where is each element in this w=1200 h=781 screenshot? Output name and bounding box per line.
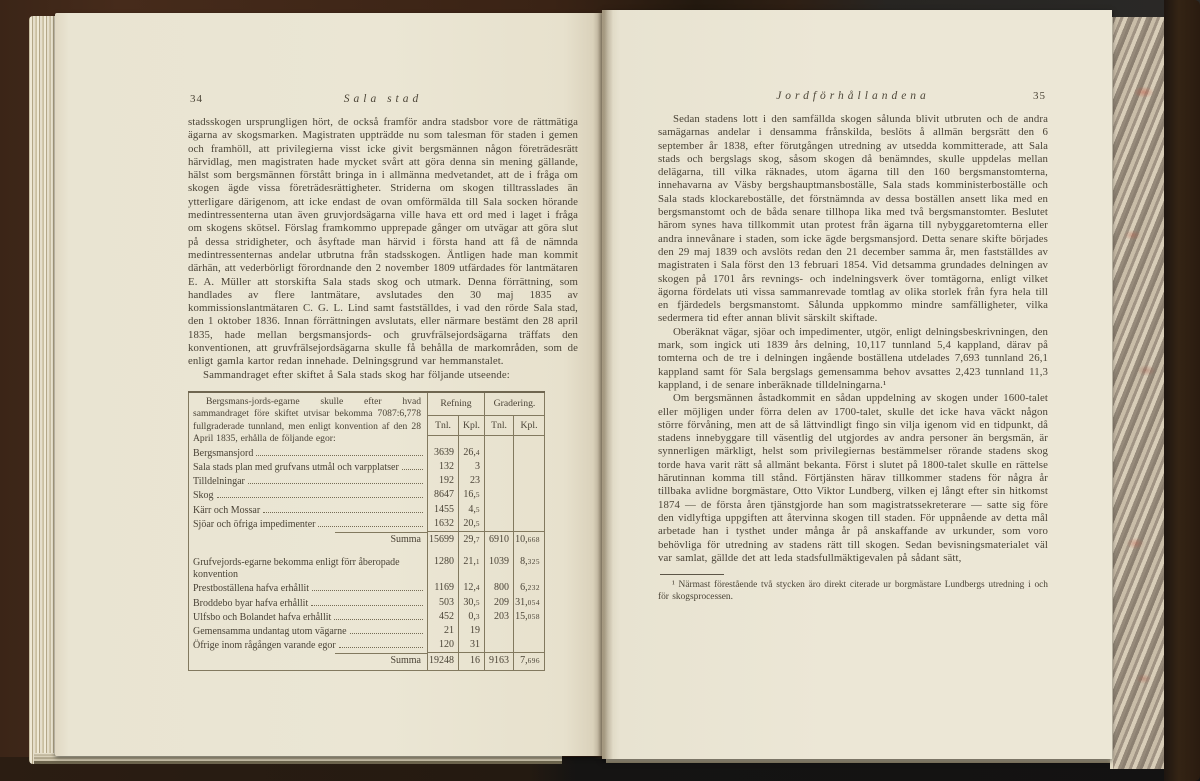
cell: 29,7 [459,532,485,549]
row-label: Ulfsbo och Bolandet hafva erhållit [193,611,332,623]
cell: 3 [459,461,485,475]
cell: 800 [485,582,514,596]
cell [485,447,514,461]
cell: 15,058 [514,611,545,625]
cell [514,461,545,475]
table-row [189,597,545,611]
row-label: Kärr och Mossar [193,504,261,516]
summa-label: Summa [189,653,428,670]
table-row [189,518,545,532]
table-stub-header: Bergsmans-jords-egarne skulle efter hvad sammandraget före skiftet utvisar bekomma 7087:6,778 fullgraderade tunnland, men enligt konvention af den 28 April 1835, erhålla de följande egor: [193,395,421,444]
cell: 8,325 [514,556,545,582]
cell: 21 [428,625,459,639]
right-paragraph-1: Sedan stadens lott i den samfällda skogen sålunda blivit utbruten och de andra samägarnas andelar i densamma frånskilda, beslöts å allmän bergsrätt den 6 september år 1838, efter förutgången utredning av utsedda kommitterade, att Sala stads och bergslags skog, såsom skogen då benämndes, skulle uppdelas mellan delägarna, till vilka räknades, utom ägarna till den 160 bergsmanstomterna, innehavarna av Väsby bergshauptmansboställe, Sala stads komministerboställe och Sala stads klockareboställe, det förstnämnda av dessa boställen ansett lika med en bergsmanstomt och de båda senare tillhopa lika med två bergsmanstomter. Beslutet härom synes hava tillkommit utan protest från ägarna till nybyggaretomterna eller andra innevånare i staden, som icke ägde bergsmansjord. Detta senare skifte börjades den 29 maj 1839 och avslöts redan den 21 december samma år, men fastställdes av magistraten i Sala först den 13 februari 1854. Vid detsamma grundades delningen av skogen på 1701 års revnings- och indelningsverk över tomtägorna, enligt vilket ägorna fördelats uti vissa sammanrevade tomtlag av olika storlek från fyra hela till en fjärdedels bergsmanstomt. Sålunda uppkommo mindre samfälligheter, vilka sedermera tid efter annan blivit särskilt skiftade. [658,113,1048,325]
cell [485,504,514,518]
column-group-refning: Refning [428,392,485,416]
dotted-leader [334,619,423,620]
cell: 3639 [428,447,459,461]
right-paragraph-2: Oberäknat vägar, sjöar och impedimenter, utgör, enligt delningsbeskrivningen, den mark, som ingick uti 1839 års delning, 10,117 tunnland 5,4 kappland, därav på tomterna och de tre i delningen ingående boställena utdelades 7,693 tunnland 26,1 kappland samt för Sala bergslags gemensamma behov avsattes 2,423 tunnland 11,3 kappland, i de senare inberäknade tilldelningarna.¹ [658,325,1048,391]
left-body-text [188,116,578,382]
marbled-endpaper-edge [1110,17,1169,769]
cell: 4,5 [459,504,485,518]
cell: 23 [459,475,485,489]
right-running-title: Jordförhållandena [776,90,930,102]
row-label: Bergsmansjord [193,448,254,460]
cell: 0,3 [459,611,485,625]
right-paragraph-3: Om bergsmännen åstadkommit en sådan uppdelning av skogen under 1600-talet eller möjligen under förra delen av 1700-talet, skulle det icke hava väckt någon större förvåning, men att de så lättvindligt fingo sin vilja igenom vid en tidpunkt, då stadens innebyggare till väsentlig del utgjordes av andra personer än bergsmän, är synnerligen märkligt, helst som privilegiernas bestämmelser rörande stadens skog torde hava varit rätt så allmänt bekanta. Först i slutet på 1800-talet skulle en rättelse härutinnan komma till stånd. Förtjänsten härav tillkommer stadens för några år tillbaka avlidne borgmästare, Otto Viktor Lundberg, vilken ej långt efter sin hitkomst 1874 — de första åren tjänstgjorde han som magistratssekreterare — satte sig före den vidlyftiga uppgiften att återvinna skogen till staden. För uppnående av detta mål arbetade han i tysthet under många år på anskaffande av urkunder, som voro behövliga för utredning av stadens rätt till skogen. Sedan bevisningsmaterialet väl var samlat, gällde det att leda stadsfullmäktigevalen på sådant sätt, [658,392,1048,564]
right-body-text [658,113,1048,565]
cell: 132 [428,461,459,475]
left-page [55,13,602,756]
footnote-text: ¹ Närmast förestående två stycken äro direkt citerade ur borgmästare Lundbergs utredning i och för skogsprocessen. [658,580,1048,602]
cell [514,625,545,639]
cell: 16,5 [459,489,485,503]
dotted-leader [339,647,423,648]
subcol-refning-tnl: Tnl. [428,416,459,436]
cell: 6910 [485,532,514,549]
dotted-leader [256,455,423,456]
footnote-rule [660,574,724,575]
cell: 8647 [428,489,459,503]
cell: 26,4 [459,447,485,461]
dotted-leader [318,526,423,527]
subcol-gradering-kpl: Kpl. [514,416,545,436]
left-page-header [188,93,578,108]
cell [485,461,514,475]
left-running-title: Sala stad [343,93,423,105]
table-row [189,475,545,489]
cell: 9163 [485,653,514,670]
cell: 12,4 [459,582,485,596]
table-group-header-row [189,392,545,416]
row-label: Tilldelningar [193,476,245,488]
cell: 1169 [428,582,459,596]
table-summa-row-1 [189,532,545,549]
cell: 192 [428,475,459,489]
summa-label: Summa [189,532,428,549]
cell: 6,232 [514,582,545,596]
dotted-leader [263,512,423,513]
dotted-leader [350,633,423,634]
subcol-refning-kpl: Kpl. [459,416,485,436]
cell [514,518,545,532]
cell: 1280 [428,556,459,582]
cell [514,475,545,489]
cell [514,639,545,653]
cell: 15699 [428,532,459,549]
cell [485,639,514,653]
cell: 120 [428,639,459,653]
left-page-edge-stack [29,16,56,764]
dotted-leader [248,483,423,484]
footnote-block [658,574,1048,604]
row-label: Sala stads plan med grufvans utmål och varpplatser [193,462,399,474]
table-gap-row [189,548,545,556]
cell: 1039 [485,556,514,582]
table-row [189,639,545,653]
cell: 20,5 [459,518,485,532]
cell [485,625,514,639]
column-group-gradering: Gradering. [485,392,545,416]
cell: 452 [428,611,459,625]
book-cover-right-edge [1164,0,1200,781]
cell: 31 [459,639,485,653]
dotted-leader [311,605,423,606]
table-row [189,447,545,461]
row-label: Skog [193,490,214,502]
row-label: Prestboställena hafva erhållit [193,583,310,595]
left-paragraph-1: stadsskogen ursprungligen hört, de också framför andra stadsbor vore de rättmätiga ägarna av skogsmarken. Magistraten uppträdde nu som talesman för staden i gemen och framhöll, att privilegierna visst icke givit bergsmännen någon företrädesrätt härvidlag, men magistraten hade mycket svårt att göra denna sin mening gällande, hälst som bergsmännen förstått bringa in i allmänna medvetandet, att de i fråga om skogen ägde vissa företrädesrättigheter. Striderna om skogen tilltrasslades än ytterligare därigenom, att icke endast de ovan omförmälda till Sala socken hörande medintressenterna utan även gruvjordsägarna ville hava ett ord med i laget i fråga om skogens skötsel. Förslag framkommo upprepade gånger om utvägar att göra slut på dessa stridigheter, och åsyftade man härvid i första hand att få de nämnda medintressenternas andelar utbrutna från stadsskogen. Äntligen hade man kommit därhän, att vederbörligt förordnande den 2 november 1809 utfärdades för lantmätaren E. A. Müller att storskifta Sala stads skog och utmark. Denna förrättning, som handlades av flere lantmätare, avslutades den 30 maj 1835 av kommissionslantmätaren C. G. L. Lind samt fastställdes, i vad den rörde Sala stad, den 1 oktober 1836. Innan förrättningen avslutats, eller närmare bestämt den 28 april 1835, hade mellan bergsmansjords- och gruvfrälsejordsägarna träffats den konventionen, att gruvfrälsejordsägarna skulle få behålla de markområden, som de enligt gamla kartor redan innehade. Delningsgrund var hemmanstalet. [188,116,578,368]
cell: 10,668 [514,532,545,549]
cell: 19248 [428,653,459,670]
table-row [189,582,545,596]
row-label: Grufvejords-egarne bekomma enligt förr åberopade konvention [193,557,400,581]
cell: 209 [485,597,514,611]
row-label: Öfrige inom rågången varande egor [193,639,336,651]
left-paragraph-2: Sammandraget efter skiftet å Sala stads skog har följande utseende: [203,368,510,381]
cell [514,504,545,518]
dotted-leader [402,469,423,470]
right-page-content [658,90,1048,604]
subcol-gradering-tnl: Tnl. [485,416,514,436]
row-label: Gemensamma undantag utom vägarne [193,625,347,637]
table-row [189,611,545,625]
cell [485,489,514,503]
cell: 19 [459,625,485,639]
cell [485,518,514,532]
cell: 203 [485,611,514,625]
cell: 503 [428,597,459,611]
table-row [189,556,545,582]
cell [485,475,514,489]
cell: 1632 [428,518,459,532]
right-page-header [658,90,1048,105]
cell: 1455 [428,504,459,518]
table-summa-row-2 [189,653,545,670]
skifte-summary-table [188,391,545,671]
cell [514,447,545,461]
cell: 16 [459,653,485,670]
cell: 7,696 [514,653,545,670]
cell: 30,5 [459,597,485,611]
left-page-content [188,93,578,671]
right-page [602,10,1112,759]
cell: 21,1 [459,556,485,582]
table-row [189,489,545,503]
cell: 31,054 [514,597,545,611]
dotted-leader [217,497,423,498]
cell [514,489,545,503]
dotted-leader [312,590,423,591]
row-label: Sjöar och öfriga impedimenter [193,518,316,530]
right-page-number: 35 [1033,90,1046,102]
left-page-number: 34 [190,93,203,105]
table-row [189,461,545,475]
table-row [189,625,545,639]
row-label: Broddebo byar hafva erhållit [193,597,309,609]
table-row [189,504,545,518]
